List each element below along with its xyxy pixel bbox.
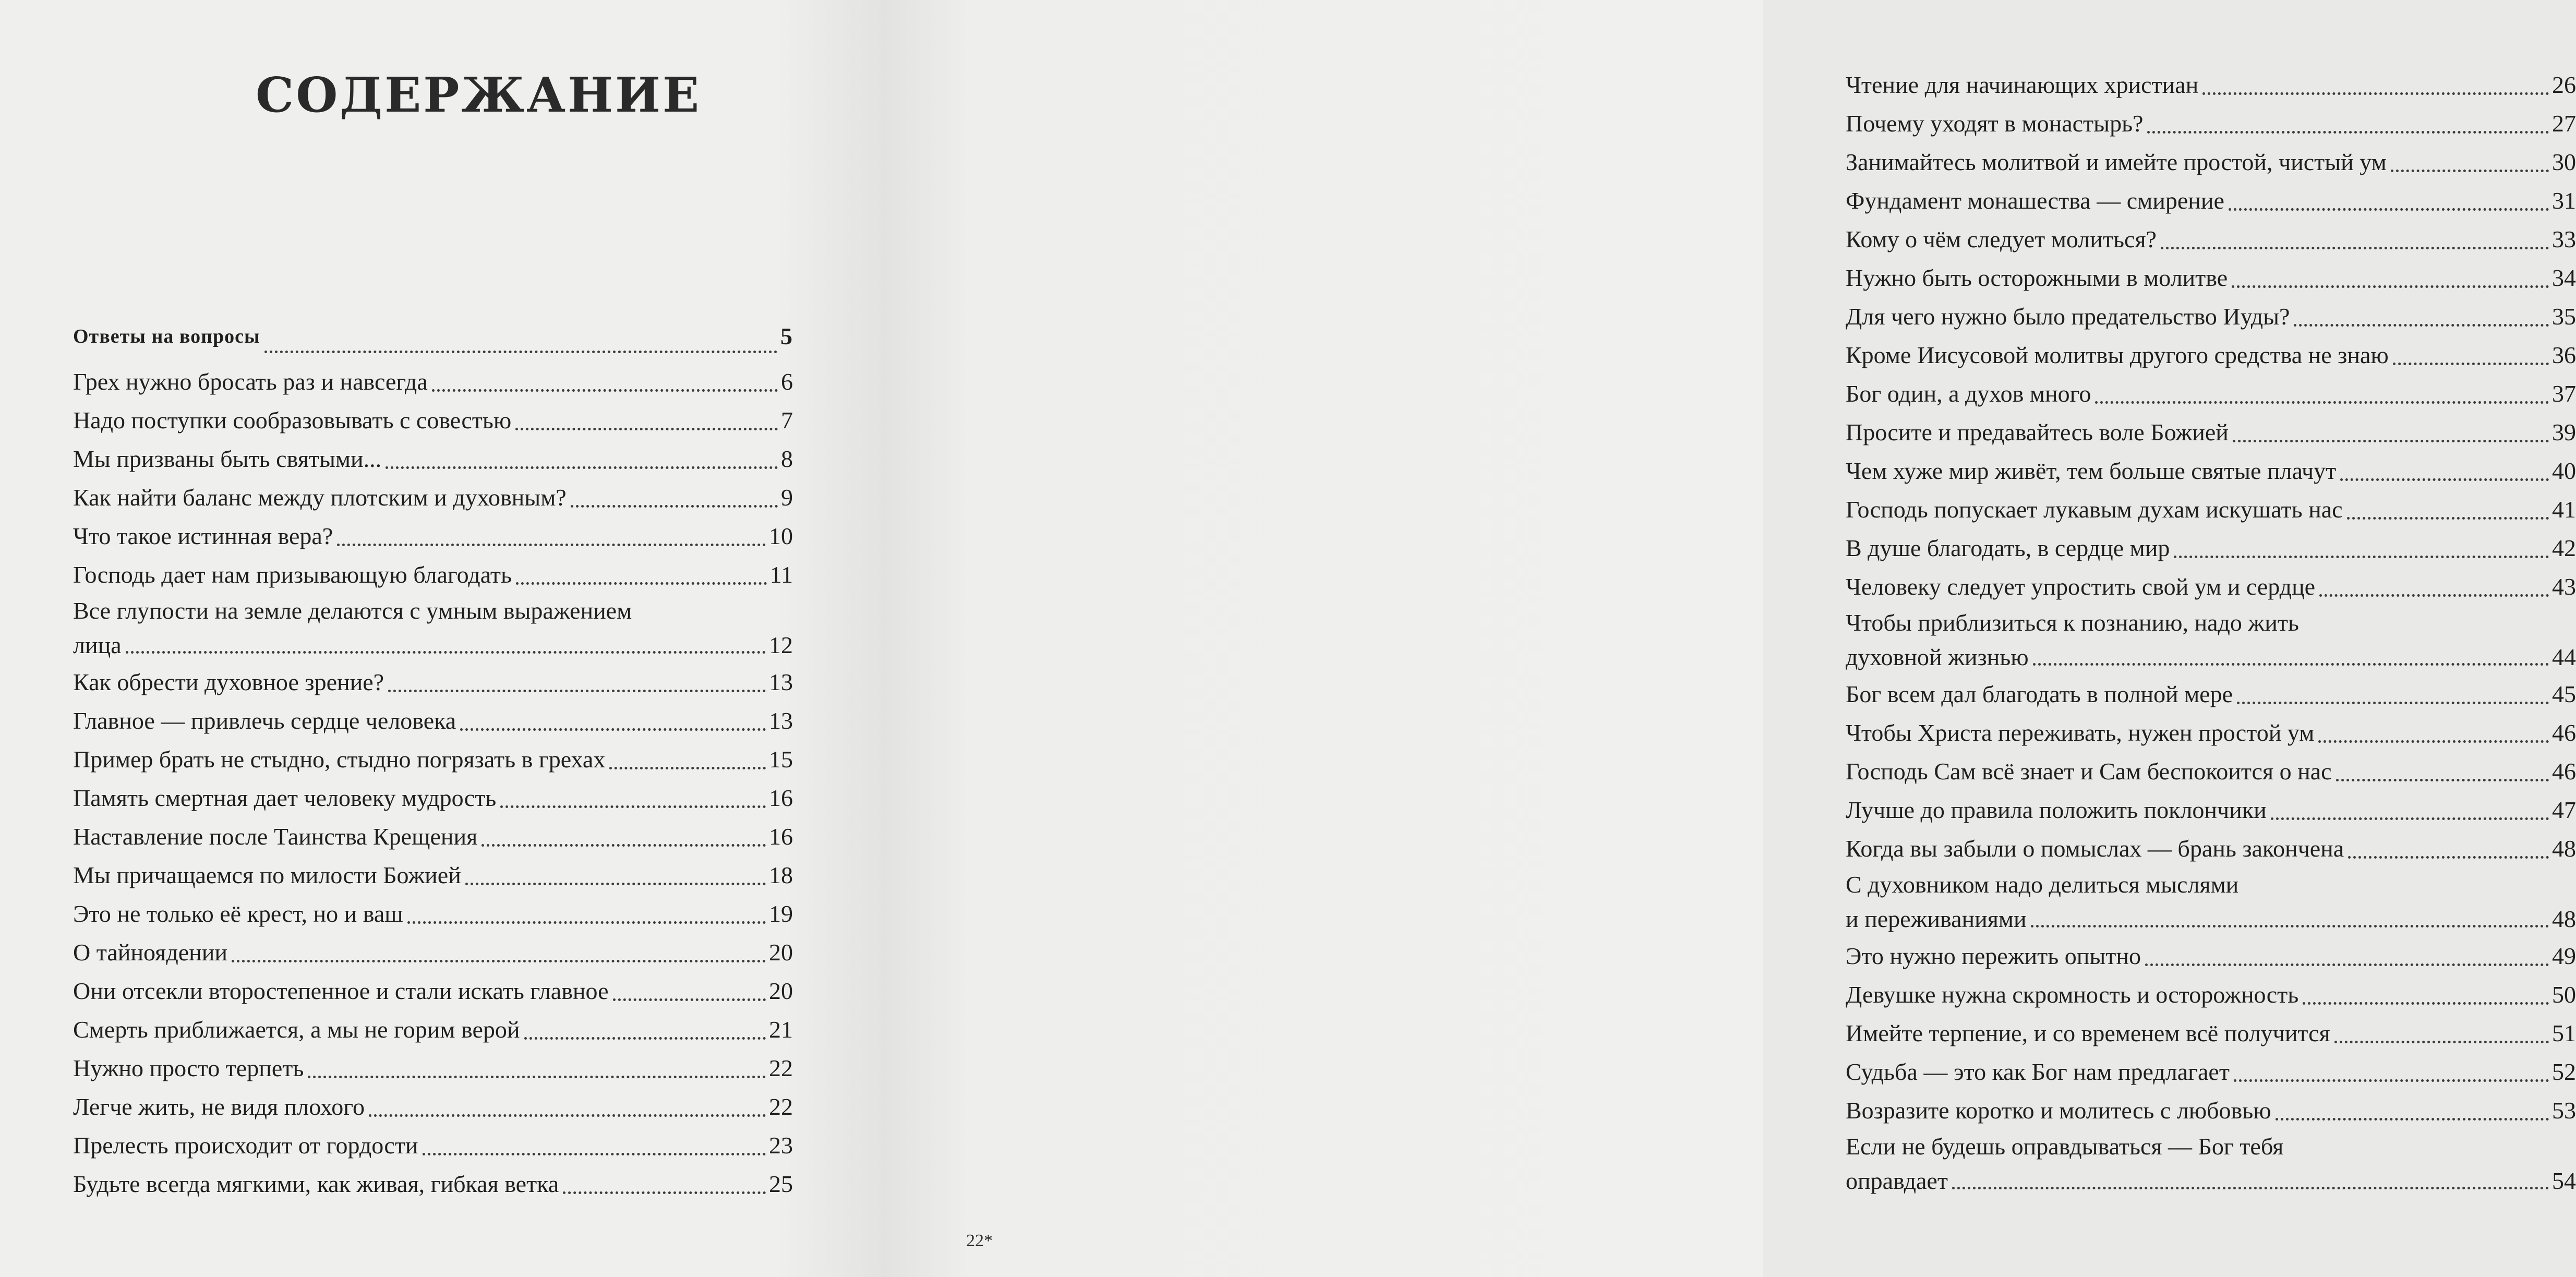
dot-leader xyxy=(482,844,766,847)
toc-entry xyxy=(73,594,793,663)
dot-leader xyxy=(386,466,778,469)
toc-entry-page: 20 xyxy=(769,978,793,1004)
dot-leader xyxy=(460,728,766,731)
toc-entry-page: 13 xyxy=(769,707,793,734)
toc-entry-title: Девушке нужна скромность и осторожность xyxy=(1846,981,2299,1008)
section-page: 5 xyxy=(780,323,793,350)
dot-leader xyxy=(423,1153,766,1155)
toc-entry-page: 21 xyxy=(769,1016,793,1043)
toc-entry xyxy=(73,972,793,1010)
toc-entry xyxy=(1846,452,2576,490)
toc-entry-page: 51 xyxy=(2552,1020,2576,1046)
toc-entry-page: 20 xyxy=(769,939,793,966)
toc-entry-page: 49 xyxy=(2552,943,2576,969)
toc-entry-title-line1: Все глупости на земле делаются с умным выражением xyxy=(73,597,632,624)
toc-entry-page: 50 xyxy=(2552,981,2576,1008)
toc-entry-title: Нужно быть осторожными в молитве xyxy=(1846,264,2228,291)
toc-entry xyxy=(73,933,793,972)
toc-entry-page: 8 xyxy=(781,445,793,472)
toc-entry xyxy=(73,556,793,594)
toc-entry-title: Занимайтесь молитвой и имейте простой, чистый ум xyxy=(1846,149,2387,175)
dot-leader xyxy=(2347,517,2549,520)
dot-leader xyxy=(2095,401,2549,404)
toc-entry-row xyxy=(1846,640,2576,675)
dot-leader xyxy=(609,767,766,769)
toc-entry-page: 41 xyxy=(2552,496,2576,523)
toc-entry-title: Главное — привлечь сердце человека xyxy=(73,707,456,734)
section-title: Ответы на вопросы xyxy=(73,326,260,347)
toc-list-right xyxy=(1846,66,2576,1199)
toc-entry-title: Пример брать не стыдно, стыдно погрязать в грехах xyxy=(73,746,606,773)
toc-entry-title: Нужно просто терпеть xyxy=(73,1055,304,1081)
toc-entry xyxy=(1846,182,2576,220)
toc-entry xyxy=(1846,529,2576,568)
toc-entry-page: 48 xyxy=(2552,835,2576,862)
dot-leader xyxy=(2229,208,2549,211)
toc-entry-row xyxy=(1846,901,2576,937)
toc-entry-page: 23 xyxy=(769,1132,793,1159)
toc-entry xyxy=(1846,675,2576,714)
toc-entry xyxy=(73,1010,793,1049)
toc-entry-page: 10 xyxy=(769,523,793,549)
toc-entry-title: Легче жить, не видя плохого xyxy=(73,1093,365,1120)
toc-entry xyxy=(1846,568,2576,606)
toc-entry-title: Чтение для начинающих христиан xyxy=(1846,71,2199,98)
toc-entry xyxy=(1846,752,2576,791)
left-page xyxy=(0,0,882,1277)
toc-entry xyxy=(1846,714,2576,752)
toc-entry-page: 39 xyxy=(2552,419,2576,445)
toc-entry-title: Господь дает нам призывающую благодать xyxy=(73,561,512,588)
toc-entry-title: Что такое истинная вера? xyxy=(73,523,333,549)
toc-entry-page: 34 xyxy=(2552,264,2576,291)
toc-entry-title: Кому о чём следует молиться? xyxy=(1846,226,2157,252)
toc-entry-page: 36 xyxy=(2552,342,2576,368)
dot-leader xyxy=(232,960,766,962)
dot-leader xyxy=(2145,963,2549,966)
toc-entry-title: Бог всем дал благодать в полной мере xyxy=(1846,681,2233,707)
toc-entry xyxy=(73,401,793,440)
toc-entry-page: 42 xyxy=(2552,535,2576,561)
dot-leader xyxy=(2334,1041,2549,1043)
dot-leader xyxy=(264,351,777,353)
toc-entry xyxy=(73,440,793,478)
toc-entry-page: 16 xyxy=(769,785,793,811)
toc-entry xyxy=(73,740,793,779)
toc-entry xyxy=(73,1049,793,1088)
toc-entry-title: Они отсекли второстепенное и стали искать главное xyxy=(73,978,609,1004)
toc-entry-title: Лучше до правила положить поклончики xyxy=(1846,797,2267,823)
dot-leader xyxy=(2318,740,2549,743)
toc-entry-title: Для чего нужно было предательство Иуды? xyxy=(1846,303,2290,330)
toc-entry-page: 26 xyxy=(2552,71,2576,98)
toc-entry-page: 48 xyxy=(2552,906,2576,932)
toc-entry xyxy=(73,1088,793,1126)
toc-entry xyxy=(1846,104,2576,143)
right-page xyxy=(882,0,2576,1277)
toc-entry-page: 9 xyxy=(781,484,793,511)
toc-entry xyxy=(1846,259,2576,297)
dot-leader xyxy=(2340,478,2549,481)
toc-entry-title: Возразите коротко и молитесь с любовью xyxy=(1846,1097,2271,1124)
toc-entry-page: 40 xyxy=(2552,457,2576,484)
toc-entry xyxy=(1846,1091,2576,1130)
toc-entry xyxy=(1846,143,2576,182)
dot-leader xyxy=(126,651,766,654)
toc-entry-row xyxy=(1846,1163,2576,1199)
toc-entry-title: Надо поступки сообразовывать с совестью xyxy=(73,407,512,433)
page-title: СОДЕРЖАНИЕ xyxy=(256,67,702,123)
toc-entry-title: Мы призваны быть святыми... xyxy=(73,445,382,472)
dot-leader xyxy=(571,505,778,508)
toc-entry xyxy=(1846,975,2576,1014)
toc-entry-page: 45 xyxy=(2552,681,2576,707)
dot-leader xyxy=(2348,856,2549,859)
dot-leader xyxy=(2237,702,2549,704)
toc-entry-title: Имейте терпение, и со временем всё получится xyxy=(1846,1020,2330,1046)
toc-entry xyxy=(1846,1130,2576,1199)
dot-leader xyxy=(613,998,766,1001)
toc-entry xyxy=(1846,791,2576,829)
toc-entry-page: 11 xyxy=(769,561,793,588)
toc-entry xyxy=(73,856,793,895)
toc-entry-row xyxy=(73,628,793,663)
toc-entry-title: Кроме Иисусовой молитвы другого средства не знаю xyxy=(1846,342,2389,368)
toc-entry-page: 27 xyxy=(2552,110,2576,137)
toc-entry-title: Чем хуже мир живёт, тем больше святые плачут xyxy=(1846,457,2337,484)
toc-entry-page: 47 xyxy=(2552,797,2576,823)
toc-entry-title: Грех нужно бросать раз и навсегда xyxy=(73,368,428,395)
toc-entry-title-line1: Чтобы приблизиться к познанию, надо жить xyxy=(1846,609,2299,636)
dot-leader xyxy=(516,582,767,585)
toc-entry-page: 7 xyxy=(781,407,793,433)
toc-entry xyxy=(1846,413,2576,452)
toc-entry-page: 31 xyxy=(2552,187,2576,214)
toc-entry xyxy=(73,702,793,740)
toc-entry-title: Мы причащаемся по милости Божией xyxy=(73,862,461,888)
dot-leader xyxy=(2276,1118,2549,1121)
toc-entry-page: 53 xyxy=(2552,1097,2576,1124)
toc-entry-page: 35 xyxy=(2552,303,2576,330)
toc-entry-page: 6 xyxy=(781,368,793,395)
toc-entry-page: 12 xyxy=(769,632,793,658)
toc-entry-title: Судьба — это как Бог нам предлагает xyxy=(1846,1058,2230,1085)
toc-entry xyxy=(1846,336,2576,375)
toc-entry xyxy=(73,663,793,702)
toc-entry-title: О тайноядении xyxy=(73,939,227,966)
toc-entry-title-line2: и переживаниями xyxy=(1846,906,2027,932)
toc-entry-page: 13 xyxy=(769,669,793,695)
signature-mark: 22* xyxy=(966,1231,993,1250)
dot-leader xyxy=(2031,925,2549,927)
toc-entry xyxy=(1846,375,2576,413)
toc-entry-title: Человеку следует упростить свой ум и сердце xyxy=(1846,573,2316,600)
dot-leader xyxy=(1952,1187,2549,1189)
toc-entry-page: 18 xyxy=(769,862,793,888)
toc-entry xyxy=(1846,606,2576,675)
toc-entry xyxy=(73,1126,793,1165)
dot-leader xyxy=(2271,817,2549,820)
toc-entry xyxy=(1846,829,2576,868)
toc-entry xyxy=(1846,868,2576,937)
dot-leader xyxy=(524,1037,766,1040)
toc-list-left xyxy=(73,310,793,1203)
dot-leader xyxy=(2391,170,2549,172)
toc-section-heading xyxy=(73,310,793,363)
toc-entry xyxy=(73,779,793,817)
dot-leader xyxy=(2303,1002,2549,1005)
dot-leader xyxy=(388,690,766,692)
dot-leader xyxy=(500,805,766,808)
toc-entry xyxy=(73,517,793,556)
toc-entry xyxy=(73,478,793,517)
toc-entry-page: 25 xyxy=(769,1171,793,1197)
dot-leader xyxy=(2234,1079,2549,1082)
toc-entry-title-line2: оправдает xyxy=(1846,1167,1948,1194)
toc-entry xyxy=(1846,1053,2576,1091)
dot-leader xyxy=(407,921,766,924)
toc-entry xyxy=(1846,1014,2576,1053)
toc-entry-title: Это не только её крест, но и ваш xyxy=(73,900,403,927)
dot-leader xyxy=(2033,663,2549,666)
dot-leader xyxy=(515,428,778,430)
toc-entry-title: Будьте всегда мягкими, как живая, гибкая ветка xyxy=(73,1171,559,1197)
dot-leader xyxy=(308,1076,766,1078)
toc-entry-page: 33 xyxy=(2552,226,2576,252)
toc-entry-page: 46 xyxy=(2552,719,2576,746)
dot-leader xyxy=(563,1191,766,1194)
dot-leader xyxy=(337,544,766,546)
toc-entry-title: Фундамент монашества — смирение xyxy=(1846,187,2224,214)
dot-leader xyxy=(2174,556,2549,558)
toc-entry-page: 30 xyxy=(2552,149,2576,175)
toc-entry-page: 37 xyxy=(2552,380,2576,407)
toc-entry-page: 43 xyxy=(2552,573,2576,600)
toc-entry-title: Смерть приближается, а мы не горим верой xyxy=(73,1016,520,1043)
dot-leader xyxy=(2233,440,2549,442)
toc-entry-title-line1: С духовником надо делиться мыслями xyxy=(1846,871,2239,898)
toc-entry-page: 22 xyxy=(769,1055,793,1081)
toc-entry-title: Господь Сам всё знает и Сам беспокоится о нас xyxy=(1846,758,2332,785)
toc-entry-page: 46 xyxy=(2552,758,2576,785)
toc-entry-title: Память смертная дает человеку мудрость xyxy=(73,785,497,811)
toc-entry-title-line2: лица xyxy=(73,632,122,658)
toc-entry-title: Прелесть происходит от гордости xyxy=(73,1132,418,1159)
toc-entry-title: Просите и предавайтесь воле Божией xyxy=(1846,419,2229,445)
toc-entry xyxy=(1846,937,2576,975)
toc-entry-page: 54 xyxy=(2552,1167,2576,1194)
dot-leader xyxy=(2393,363,2549,365)
dot-leader xyxy=(2336,779,2549,781)
toc-entry-page: 16 xyxy=(769,823,793,850)
dot-leader xyxy=(2294,324,2549,327)
toc-entry-title-line1: Если не будешь оправдываться — Бог тебя xyxy=(1846,1133,2284,1160)
dot-leader xyxy=(465,883,766,885)
dot-leader xyxy=(2319,594,2549,597)
toc-entry xyxy=(1846,297,2576,336)
toc-entry xyxy=(73,1165,793,1203)
toc-entry-title: Как найти баланс между плотским и духовным? xyxy=(73,484,567,511)
dot-leader xyxy=(2232,285,2549,288)
toc-entry-title-line2: духовной жизнью xyxy=(1846,644,2029,670)
toc-entry-title: В душе благодать, в сердце мир xyxy=(1846,535,2170,561)
toc-entry-page: 52 xyxy=(2552,1058,2576,1085)
dot-leader xyxy=(369,1114,766,1117)
toc-entry-title: Бог один, а духов много xyxy=(1846,380,2091,407)
toc-entry-title: Почему уходят в монастырь? xyxy=(1846,110,2144,137)
toc-entry xyxy=(73,895,793,933)
toc-entry xyxy=(1846,490,2576,529)
dot-leader xyxy=(2147,131,2549,134)
toc-entry xyxy=(73,363,793,401)
toc-entry-title: Наставление после Таинства Крещения xyxy=(73,823,478,850)
toc-entry-title: Когда вы забыли о помыслах — брань закончена xyxy=(1846,835,2344,862)
dot-leader xyxy=(2161,247,2549,249)
toc-entry-title: Господь попускает лукавым духам искушать нас xyxy=(1846,496,2343,523)
toc-entry xyxy=(1846,220,2576,259)
toc-entry-title: Чтобы Христа переживать, нужен простой ум xyxy=(1846,719,2315,746)
toc-entry-page: 44 xyxy=(2552,644,2576,670)
toc-entry xyxy=(73,817,793,856)
toc-entry-title: Это нужно пережить опытно xyxy=(1846,943,2141,969)
toc-entry-page: 19 xyxy=(769,900,793,927)
toc-entry-page: 22 xyxy=(769,1093,793,1120)
toc-entry-page: 15 xyxy=(769,746,793,773)
toc-entry xyxy=(1846,66,2576,104)
dot-leader xyxy=(432,389,778,392)
dot-leader xyxy=(2202,92,2549,95)
toc-entry-title: Как обрести духовное зрение? xyxy=(73,669,384,695)
